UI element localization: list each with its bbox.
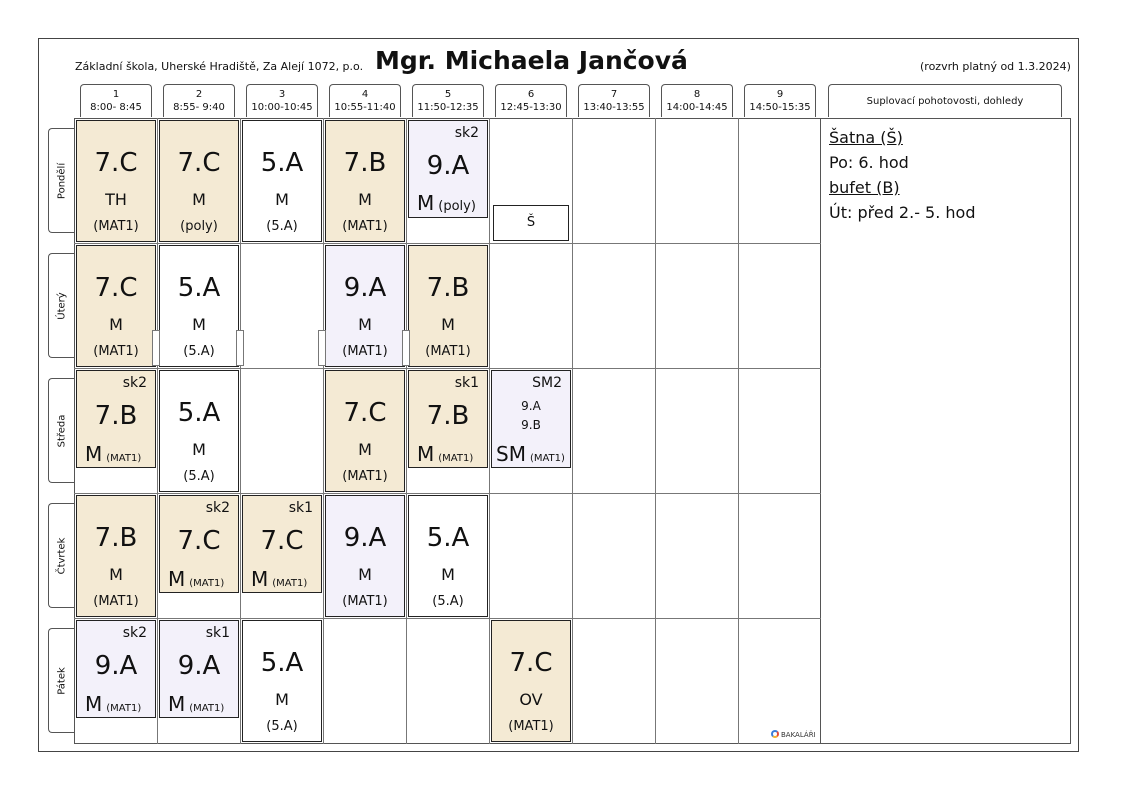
period-header: 8 14:00-14:45 <box>661 84 733 117</box>
duty-marker <box>402 330 410 366</box>
day-label: Čtvrtek <box>48 503 74 608</box>
duty-header: Suplovací pohotovosti, dohledy <box>828 84 1062 117</box>
lesson-card[interactable]: 7.B M (MAT1) <box>76 495 156 617</box>
period-header: 5 11:50-12:35 <box>412 84 484 117</box>
lesson-card[interactable]: 7.C M (MAT1) <box>76 245 156 367</box>
lesson-card[interactable]: 7.C M (poly) <box>159 120 239 242</box>
duty-panel <box>821 118 1071 744</box>
grid-line <box>655 118 656 744</box>
lesson-card[interactable]: sk1 9.A M (MAT1) <box>159 620 239 718</box>
period-header: 1 8:00- 8:45 <box>80 84 152 117</box>
grid-line <box>738 118 739 744</box>
lesson-card[interactable]: sk2 7.C M (MAT1) <box>159 495 239 593</box>
day-label: Úterý <box>48 253 74 358</box>
supervision-box[interactable]: Š <box>493 205 569 241</box>
lesson-card[interactable]: 5.A M (5.A) <box>242 620 322 742</box>
day-label: Středa <box>48 378 74 483</box>
grid-line <box>157 118 158 744</box>
duty-marker <box>152 330 160 366</box>
lesson-card[interactable]: sk2 9.A M (poly) <box>408 120 488 218</box>
grid-line <box>323 118 324 744</box>
lesson-card[interactable]: sk2 9.A M (MAT1) <box>76 620 156 718</box>
bakalari-logo: BAKALÁŘI <box>771 730 816 740</box>
lesson-card[interactable]: 5.A M (5.A) <box>408 495 488 617</box>
period-header: 2 8:55- 9:40 <box>163 84 235 117</box>
grid-line <box>489 118 490 744</box>
lesson-card[interactable]: 5.A M (5.A) <box>159 370 239 492</box>
grid-line <box>74 618 821 619</box>
day-label: Pondělí <box>48 128 74 233</box>
school-name: Základní škola, Uherské Hradiště, Za Alejí 1072, p.o. <box>75 60 364 73</box>
lesson-card[interactable]: sk2 7.B M (MAT1) <box>76 370 156 468</box>
lesson-card[interactable]: 5.A M (5.A) <box>159 245 239 367</box>
lesson-card[interactable]: 7.B M (MAT1) <box>408 245 488 367</box>
lesson-card[interactable]: 5.A M (5.A) <box>242 120 322 242</box>
lesson-card[interactable]: sk1 7.B M (MAT1) <box>408 370 488 468</box>
lesson-card[interactable]: 7.B M (MAT1) <box>325 120 405 242</box>
bakalari-logo-icon <box>771 730 779 738</box>
duty-marker <box>318 330 326 366</box>
period-header: 6 12:45-13:30 <box>495 84 567 117</box>
lesson-card[interactable]: 9.A M (MAT1) <box>325 495 405 617</box>
grid-line <box>74 243 821 244</box>
lesson-card[interactable]: 7.C TH (MAT1) <box>76 120 156 242</box>
lesson-card[interactable]: 7.C OV (MAT1) <box>491 620 571 742</box>
duty-line: Po: 6. hod <box>829 153 909 172</box>
grid-line <box>572 118 573 744</box>
grid-line <box>406 118 407 744</box>
period-header: 7 13:40-13:55 <box>578 84 650 117</box>
duty-line: bufet (B) <box>829 178 900 197</box>
duty-marker <box>236 330 244 366</box>
lesson-card[interactable]: SM2 9.A 9.B SM (MAT1) <box>491 370 571 468</box>
period-header: 3 10:00-10:45 <box>246 84 318 117</box>
teacher-name: Mgr. Michaela Jančová <box>375 46 688 75</box>
lesson-card[interactable]: 7.C M (MAT1) <box>325 370 405 492</box>
day-label: Pátek <box>48 628 74 733</box>
lesson-card[interactable]: 9.A M (MAT1) <box>325 245 405 367</box>
grid-line <box>74 368 821 369</box>
duty-line: Šatna (Š) <box>829 128 903 147</box>
valid-from: (rozvrh platný od 1.3.2024) <box>920 60 1071 73</box>
lesson-card[interactable]: sk1 7.C M (MAT1) <box>242 495 322 593</box>
grid-line <box>240 118 241 744</box>
period-header: 9 14:50-15:35 <box>744 84 816 117</box>
grid-line <box>74 493 821 494</box>
period-header: 4 10:55-11:40 <box>329 84 401 117</box>
duty-line: Út: před 2.- 5. hod <box>829 203 976 222</box>
